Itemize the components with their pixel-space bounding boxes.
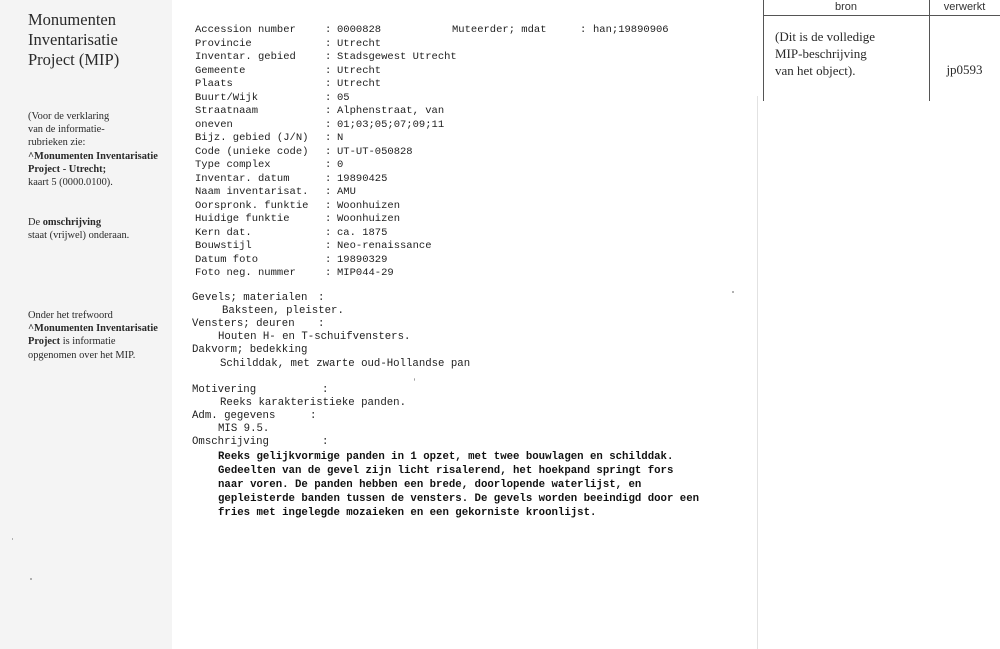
- gevels-label: [192, 292, 325, 305]
- verwerkt-code: jp0593: [946, 62, 983, 77]
- colon: :: [318, 318, 325, 330]
- vensters-label: [192, 318, 325, 331]
- field-label: Huidige funktie: [195, 213, 290, 225]
- colon: :: [325, 91, 332, 104]
- field-value: Woonhuizen: [337, 199, 401, 212]
- colon: :: [325, 226, 332, 239]
- keyword-note: [28, 309, 173, 362]
- colon: :: [325, 64, 332, 77]
- section-label: Omschrijving: [192, 436, 269, 448]
- note-line: (Voor de verklaring: [28, 111, 110, 122]
- colon: :: [580, 24, 587, 36]
- field-value: Neo-renaissance: [337, 240, 432, 252]
- colon: :: [325, 37, 332, 50]
- field-value: Woonhuizen: [337, 213, 401, 225]
- colon: :: [325, 78, 332, 90]
- note-bold-line: ^Monumenten Inventarisatie: [28, 323, 158, 335]
- field-value: 0: [337, 159, 344, 171]
- field-label: oneven: [195, 118, 233, 131]
- colon: :: [325, 145, 332, 158]
- field-label: Code (unieke code): [195, 145, 309, 158]
- colon: :: [325, 132, 332, 144]
- field-label: Buurt/Wijk: [195, 91, 259, 104]
- field-label: Bijz. gebied (J/N): [195, 132, 309, 144]
- mutator-label: Muteerder; mdat: [452, 24, 547, 36]
- colon: :: [325, 199, 332, 212]
- omschrijving-line: Gedeelten van de gevel zijn licht risalerend, het hoekpand springt fors: [218, 465, 674, 477]
- colon: :: [318, 292, 325, 304]
- field-value: Utrecht: [337, 64, 382, 77]
- omschrijving-line: Reeks gelijkvormige panden in 1 opzet, met twee bouwlagen en schilddak.: [218, 451, 674, 463]
- field-label: Inventar. gebied: [195, 51, 296, 63]
- note-line: opgenomen over het MIP.: [28, 349, 136, 361]
- colon: :: [325, 159, 332, 171]
- field-label: Oorspronk. funktie: [195, 199, 309, 212]
- field-value: Utrecht: [337, 37, 382, 50]
- dakvorm-label: Dakvorm; bedekking: [192, 344, 308, 356]
- scan-edge-divider: [757, 96, 758, 649]
- field-value: Utrecht: [337, 78, 382, 90]
- colon: :: [325, 213, 332, 225]
- colon: :: [325, 105, 332, 117]
- omschrijving-line: naar voren. De panden hebben een brede, doorlopende waterlijst, en: [218, 479, 642, 491]
- mip-title: [28, 10, 168, 70]
- field-value: 05: [337, 91, 350, 104]
- title-line: Project (MIP): [28, 50, 120, 69]
- colon: :: [325, 240, 332, 252]
- note-bold: omschrijving: [42, 217, 102, 228]
- field-value: MIP044-29: [337, 267, 394, 279]
- field-label: Type complex: [195, 159, 271, 171]
- colon: :: [325, 253, 332, 266]
- scan-speck: [414, 378, 415, 381]
- field-label: Bouwstijl: [195, 240, 252, 252]
- note-line: Onder het trefwoord: [28, 310, 113, 321]
- motivering-label: [192, 384, 329, 397]
- field-value: 0000828: [337, 24, 382, 36]
- field-value: ca. 1875: [337, 226, 388, 239]
- adm-label: [192, 410, 317, 423]
- field-label: Accession number: [195, 24, 296, 36]
- scan-speck: [12, 538, 13, 540]
- colon: :: [325, 118, 332, 131]
- note-line: van de informatie-: [28, 124, 105, 136]
- bron-line: MIP-beschrijving: [775, 46, 867, 61]
- header-bron: bron: [834, 1, 858, 13]
- info-sidebar: [0, 0, 172, 649]
- description-note: [28, 216, 173, 242]
- explanation-note: [28, 110, 173, 189]
- omschrijving-label: [192, 436, 329, 449]
- note-line: kaart 5 (0000.0100).: [28, 177, 113, 189]
- field-value: 19890425: [337, 172, 388, 185]
- field-value: 19890329: [337, 253, 388, 266]
- colon: :: [325, 172, 332, 185]
- note-bold: Project: [28, 336, 61, 348]
- field-label: Kern dat.: [195, 226, 252, 239]
- gevels-value: Baksteen, pleister.: [222, 305, 344, 317]
- colon: :: [325, 24, 332, 36]
- section-label: Gevels; materialen: [192, 292, 308, 304]
- section-label: Motivering: [192, 384, 257, 396]
- section-label: Adm. gegevens: [192, 410, 276, 422]
- omschrijving-line: gepleisterde banden tussen de vensters. De gevels worden beeindigd door een: [218, 493, 700, 505]
- note-line: staat (vrijwel) onderaan.: [28, 230, 130, 242]
- field-label: Plaats: [195, 78, 233, 90]
- adm-value: MIS 9.5.: [218, 423, 270, 435]
- field-label: Datum foto: [195, 253, 259, 266]
- field-label: Inventar. datum: [195, 172, 290, 185]
- colon: :: [310, 410, 317, 422]
- note-text: De: [28, 217, 43, 228]
- colon: :: [322, 436, 329, 448]
- motivering-value: Reeks karakteristieke panden.: [220, 397, 406, 409]
- note-bold-line: ^Monumenten Inventarisatie: [28, 150, 158, 162]
- header-verwerkt: verwerkt: [943, 1, 986, 13]
- mutator-value: han;19890906: [593, 24, 669, 36]
- field-value: Alphenstraat, van: [337, 105, 445, 117]
- bron-line: (Dit is de volledige: [775, 29, 876, 44]
- field-label: Foto neg. nummer: [195, 267, 296, 279]
- note-line: rubrieken zie:: [28, 137, 86, 149]
- colon: :: [325, 51, 332, 63]
- vensters-value: Houten H- en T-schuifvensters.: [218, 331, 411, 343]
- field-value: AMU: [337, 186, 356, 198]
- colon: :: [322, 384, 329, 396]
- table-border: [763, 15, 1000, 16]
- field-value: N: [337, 132, 344, 144]
- dakvorm-value: Schilddak, met zwarte oud-Hollandse pan: [220, 358, 471, 370]
- field-value: UT-UT-050828: [337, 145, 413, 158]
- field-label: Straatnaam: [195, 105, 259, 117]
- bron-text: [775, 28, 925, 79]
- field-label: Naam inventarisat.: [195, 186, 309, 198]
- field-value: Stadsgewest Utrecht: [337, 51, 457, 63]
- omschrijving-line: fries met ingelegde mozaieken en een gekorniste kroonlijst.: [218, 507, 597, 519]
- title-line: Inventarisatie: [28, 30, 118, 49]
- field-label: Provincie: [195, 37, 252, 50]
- bron-line: van het object).: [775, 63, 856, 78]
- field-value: 01;03;05;07;09;11: [337, 118, 445, 131]
- colon: :: [325, 186, 332, 198]
- section-label: Vensters; deuren: [192, 318, 295, 330]
- field-label: Gemeente: [195, 64, 246, 77]
- scan-speck: [30, 578, 32, 580]
- source-table: [763, 0, 1000, 101]
- title-line: Monumenten: [28, 10, 116, 29]
- note-text: is informatie: [60, 336, 116, 348]
- note-bold-line: Project - Utrecht;: [28, 163, 107, 175]
- colon: :: [325, 267, 332, 279]
- scan-speck: [732, 291, 734, 293]
